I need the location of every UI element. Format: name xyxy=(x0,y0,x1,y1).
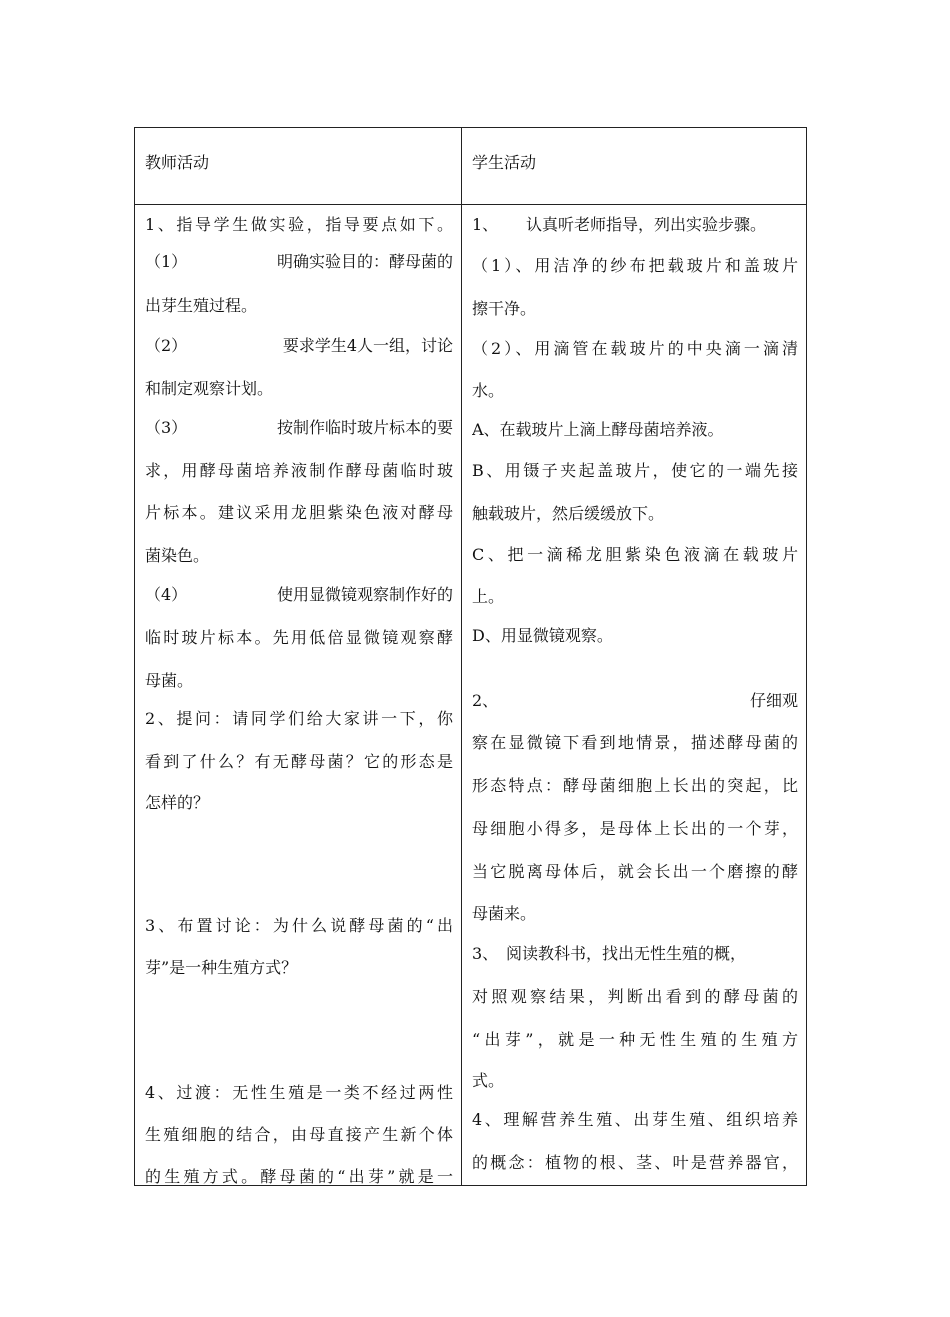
text-line: 菌染色。 xyxy=(145,546,210,565)
item-text: 阅读教科书，找出无性生殖的概， xyxy=(506,944,747,963)
text-line xyxy=(145,242,453,282)
item-text: 使用显微镜观察制作好的 xyxy=(276,585,453,604)
item-number: （2） xyxy=(145,336,188,355)
text-line: 芽”是一种生殖方式？ xyxy=(145,958,298,977)
text-line: 出芽生殖过程。 xyxy=(145,296,258,315)
text-line: “出芽”，就是一种无性生殖的生殖方 xyxy=(472,1030,798,1049)
teacher-activity-header: 教师活动 xyxy=(145,153,210,172)
text-line: 当它脱离母体后，就会长出一个磨擦的酵 xyxy=(472,862,798,881)
item-text: 明确实验目的：酵母菌的 xyxy=(276,252,453,271)
text-line xyxy=(145,408,453,448)
activity-table xyxy=(134,127,807,1186)
text-line: 的生殖方式。酵母菌的“出芽”就是一 xyxy=(145,1167,453,1185)
item-number: 2、 xyxy=(472,691,499,710)
item-number: 3、 xyxy=(472,944,499,963)
text-line: 4、理解营养生殖、出芽生殖、组织培养 xyxy=(472,1110,798,1129)
item-number: （1） xyxy=(145,252,188,271)
text-line xyxy=(145,575,453,615)
text-line: A、在载玻片上滴上酵母菌培养液。 xyxy=(472,420,724,439)
text-line: 4、过渡：无性生殖是一类不经过两性 xyxy=(145,1083,453,1102)
text-line: 母菌。 xyxy=(145,671,194,690)
text-line: 怎样的？ xyxy=(145,793,210,812)
student-activity-header: 学生活动 xyxy=(472,153,537,172)
text-line: 求，用酵母菌培养液制作酵母菌临时玻 xyxy=(145,461,453,480)
text-line: 的概念：植物的根、茎、叶是营养器官， xyxy=(472,1153,798,1172)
item-number: （4） xyxy=(145,585,188,604)
text-line: 3、布置讨论：为什么说酵母菌的“出 xyxy=(145,916,453,935)
item-number: 1、 xyxy=(472,215,499,234)
text-line: 母菌来。 xyxy=(472,904,537,923)
text-line: 触载玻片，然后缓缓放下。 xyxy=(472,504,665,523)
item-text: 仔细观 xyxy=(749,691,798,710)
text-line: 1、指导学生做实验，指导要点如下。 xyxy=(145,215,453,234)
text-line: B、用镊子夹起盖玻片，使它的一端先接 xyxy=(472,461,798,480)
text-line: C、把一滴稀龙胆紫染色液滴在载玻片 xyxy=(472,545,798,564)
text-line: 察在显微镜下看到地情景，描述酵母菌的 xyxy=(472,733,798,752)
item-text: 要求学生4人一组，讨论 xyxy=(282,336,453,355)
student-activity-cell xyxy=(472,205,798,1185)
text-line: 临时玻片标本。先用低倍显微镜观察酵 xyxy=(145,628,453,647)
text-line xyxy=(472,205,798,245)
text-line: （1）、用洁净的纱布把载玻片和盖玻片 xyxy=(472,256,798,275)
text-line: 形态特点：酵母菌细胞上长出的突起，比 xyxy=(472,776,798,795)
text-line xyxy=(472,934,798,974)
item-text: 按制作临时玻片标本的要 xyxy=(276,418,453,437)
text-line: 水。 xyxy=(472,381,505,400)
text-line: 上。 xyxy=(472,587,505,606)
text-line: 片标本。建议采用龙胆紫染色液对酵母 xyxy=(145,503,453,522)
text-line: 和制定观察计划。 xyxy=(145,379,274,398)
text-line: 生殖细胞的结合，由母直接产生新个体 xyxy=(145,1125,453,1144)
text-line: D、用显微镜观察。 xyxy=(472,626,613,645)
item-text: 认真听老师指导，列出实验步骤。 xyxy=(526,215,767,234)
text-line: 式。 xyxy=(472,1071,505,1090)
teacher-activity-cell xyxy=(145,205,453,1185)
text-line: （2）、用滴管在载玻片的中央滴一滴清 xyxy=(472,339,798,358)
item-number: （3） xyxy=(145,418,188,437)
text-line xyxy=(472,681,798,721)
text-line: 擦干净。 xyxy=(472,299,537,318)
text-line: 看到了什么？有无酵母菌？它的形态是 xyxy=(145,752,453,771)
column-divider xyxy=(461,128,462,1185)
text-line xyxy=(145,326,453,366)
text-line: 2、提问：请同学们给大家讲一下，你 xyxy=(145,709,453,728)
text-line: 对照观察结果，判断出看到的酵母菌的 xyxy=(472,987,798,1006)
text-line: 母细胞小得多，是母体上长出的一个芽， xyxy=(472,819,798,838)
